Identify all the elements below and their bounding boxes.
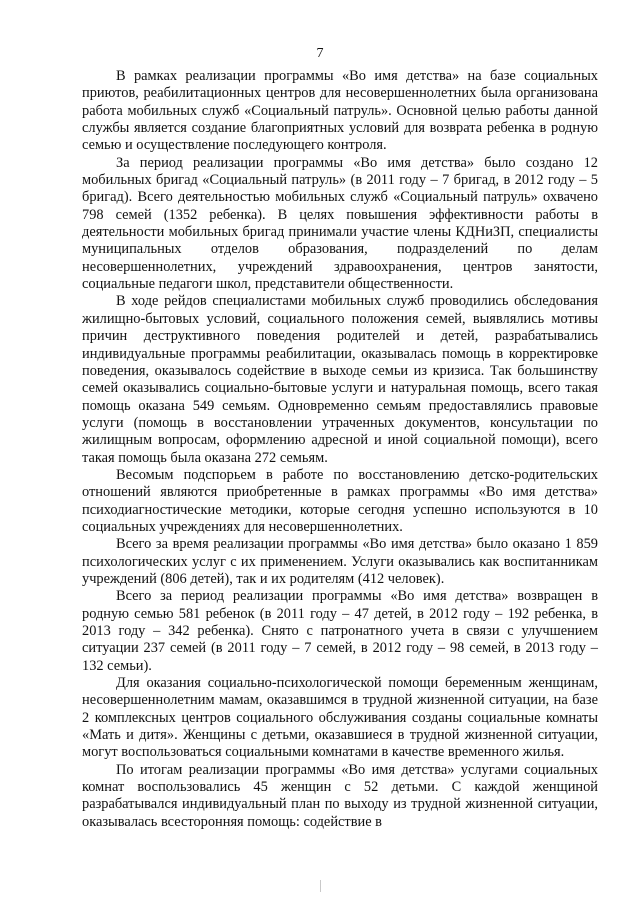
paragraph-returned-children: Всего за период реализации программы «Во имя детства» возвращен в родную семью 581 ребенок (в 2011 году – 47 детей, в 2012 году – 192 ребенка, в 2013 году – 342 ребенка). Снято с патронатного учета в связи с улучшением ситуации 237 семей (в 2011 году – 7 семей, в 2012 году – 98 семей, в 2013 году – 132 семьи). [82,588,598,674]
paragraph-raids: В ходе рейдов специалистами мобильных служб проводились обследования жилищно-бытовых условий, социального положения семей, выявлялись мотивы причин деструктивного поведения родителей и детей, разрабатывались индивидуальные программы реабилитации, оказывалась помощь в корректировке поведения, оказывалось содействие в выходе семьи из кризиса. Так большинству семей оказывались социально-бытовые услуги и натуральная помощь, всего такая помощь оказана 549 семьям. Одновременно семьям предоставлялись правовые услуги (помощь в восстановлении утраченных документов, консультации по жилищным вопросам, оформлению адресной и иной социальной помощи), всего такая помощь была оказана 272 семьям. [82,293,598,466]
scan-artifact [320,880,321,892]
page-number: 7 [316,46,324,61]
paragraph-results: По итогам реализации программы «Во имя детства» услугами социальных комнат воспользовались 45 женщин с 52 детьми. С каждой женщиной разрабатывался индивидуальный план по выходу из трудной жизненной ситуации, оказывалась всесторонняя помощь: содействие в [82,761,598,830]
paragraph-mobile-brigades: За период реализации программы «Во имя детства» было создано 12 мобильных бригад «Социальный патруль» (в 2011 году – 7 бригад, в 2012 году – 5 бригад). Всего деятельностью мобильных служб «Социальный патруль» охвачено 798 семей (1352 ребенка). В целях повышения эффективности работы в деятельности мобильных бригад принимали участие члены КДНиЗП, специалисты муниципальных отделов образования, подразделений по делам несовершеннолетних, учреждений здравоохранения, центров занятости, социальные педагоги школ, представители общественности. [82,154,598,293]
paragraph-psychodiagnostics: Весомым подспорьем в работе по восстановлению детско-родительских отношений являются приобретенные в рамках программы «Во имя детства» психодиагностические методики, которые сегодня успешно используются в 10 социальных учреждениях для несовершеннолетних. [82,466,598,535]
paragraph-social-patrol: В рамках реализации программы «Во имя детства» на базе социальных приютов, реабилитационных центров для несовершеннолетних была организована работа мобильных служб «Социальный патруль». Основной целью работы данной службы является создание благоприятных условий для возврата ребенка в родную семью и осуществление последующего контроля. [82,68,598,154]
document-body [82,68,598,831]
paragraph-psychological-services: Всего за время реализации программы «Во имя детства» было оказано 1 859 психологических услуг с их применением. Услуги оказывались как воспитанникам учреждений (806 детей), так и их родителям (412 человек). [82,536,598,587]
paragraph-mother-child-rooms: Для оказания социально-психологической помощи беременным женщинам, несовершеннолетним мамам, оказавшимся в трудной жизненной ситуации, на базе 2 комплексных центров социального обслуживания созданы социальные комнаты «Мать и дитя». Женщины с детьми, оказавшиеся в трудной жизненной ситуации, могут воспользоваться социальными комнатами в качестве временного жилья. [82,675,598,761]
